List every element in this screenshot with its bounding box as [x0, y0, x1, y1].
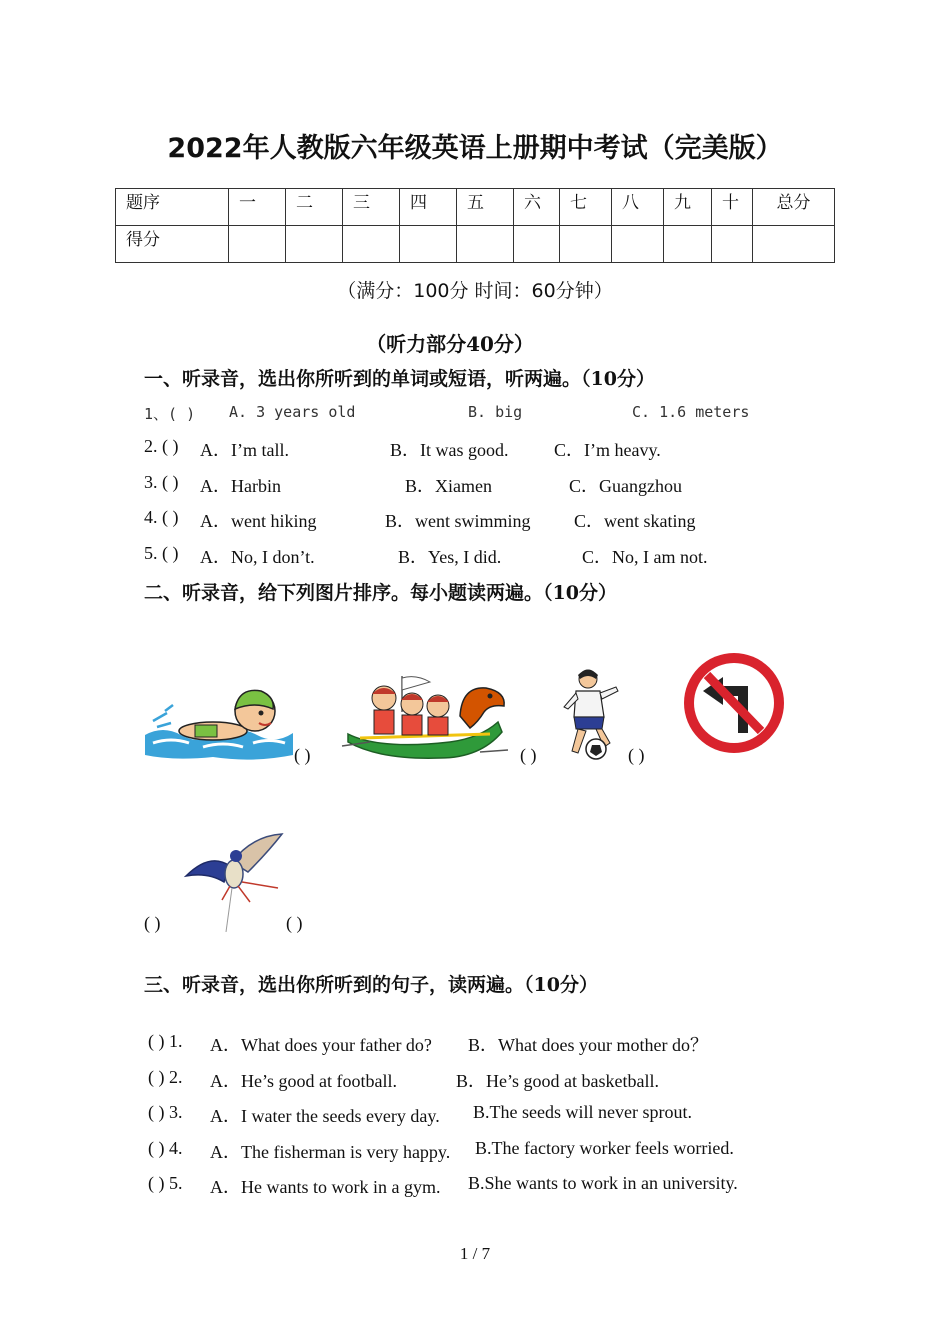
q1-number: 1、( ) [144, 405, 196, 423]
score-table [115, 188, 835, 263]
no-left-turn-sign-picture [681, 651, 787, 755]
q5-number: 5. ( ) [144, 543, 179, 563]
q3-option-a: A．Harbin [200, 476, 281, 496]
score-cell[interactable] [664, 226, 712, 263]
s3-q4-option-b: B.The factory worker feels worried. [475, 1138, 734, 1158]
score-cell[interactable] [560, 226, 612, 263]
header-cell: 四 [400, 189, 457, 226]
score-cell[interactable] [612, 226, 664, 263]
q2-option-c: C．I’m heavy. [554, 440, 661, 460]
score-table-row [116, 226, 835, 263]
q2-option-a: A．I’m tall. [200, 440, 289, 460]
section1-heading: 一、听录音，选出你所听到的单词或短语，听两遍。（10分） [144, 368, 655, 390]
header-cell: 二 [286, 189, 343, 226]
q3-option-c: C．Guangzhou [569, 476, 682, 496]
header-cell: 六 [514, 189, 560, 226]
swallow-kite-picture [182, 832, 284, 932]
score-cell[interactable] [286, 226, 343, 263]
header-cell: 八 [612, 189, 664, 226]
s3-q5-option-b: B.She wants to work in an university. [468, 1173, 738, 1193]
header-cell: 三 [343, 189, 400, 226]
row-label: 得分 [116, 226, 229, 263]
s3-q5-number: ( ) 5. [148, 1173, 183, 1193]
q2-option-b: B．It was good. [390, 440, 509, 460]
swimmer-picture [143, 683, 295, 763]
header-cell: 总分 [753, 189, 835, 226]
page-title: 2022年人教版六年级英语上册期中考试（完美版） [167, 133, 783, 164]
picture5-answer[interactable]: ( ) [286, 913, 303, 933]
picture4-answer[interactable]: ( ) [144, 913, 161, 933]
q5-option-c: C．No, I am not. [582, 547, 708, 567]
q2-number: 2. ( ) [144, 436, 179, 456]
q3-number: 3. ( ) [144, 472, 179, 492]
s3-q3-option-b: B.The seeds will never sprout. [473, 1102, 692, 1122]
q1-option-b: B. big [468, 403, 523, 421]
header-cell: 题序 [116, 189, 229, 226]
s3-q1-option-a: A．What does your father do? [210, 1035, 432, 1055]
header-cell: 七 [560, 189, 612, 226]
page-number: 1 / 7 [459, 1244, 491, 1263]
header-cell: 一 [229, 189, 286, 226]
picture1-answer[interactable]: ( ) [294, 745, 311, 765]
s3-q3-option-a: A．I water the seeds every day. [210, 1106, 440, 1126]
s3-q3-number: ( ) 3. [148, 1102, 183, 1122]
header-cell: 十 [712, 189, 753, 226]
listening-subtitle: （听力部分40分） [366, 332, 534, 356]
header-cell: 五 [457, 189, 514, 226]
score-cell[interactable] [712, 226, 753, 263]
s3-q2-option-a: A．He’s good at football. [210, 1071, 397, 1091]
q4-number: 4. ( ) [144, 507, 179, 527]
score-cell[interactable] [457, 226, 514, 263]
score-cell[interactable] [514, 226, 560, 263]
q4-option-c: C．went skating [574, 511, 696, 531]
section3-heading: 三、听录音，选出你所听到的句子，读两遍。（10分） [144, 974, 598, 996]
s3-q2-number: ( ) 2. [148, 1067, 183, 1087]
s3-q1-number: ( ) 1. [148, 1031, 183, 1051]
s3-q2-option-b: B．He’s good at basketball. [456, 1071, 659, 1091]
score-table-header [116, 189, 835, 226]
q1-option-c: C. 1.6 meters [632, 403, 750, 421]
exam-meta: （满分：100分 时间：60分钟） [337, 280, 613, 302]
q5-option-b: B．Yes, I did. [398, 547, 502, 567]
picture3-answer[interactable]: ( ) [628, 745, 645, 765]
s3-q4-option-a: A．The fisherman is very happy. [210, 1142, 451, 1162]
score-cell[interactable] [343, 226, 400, 263]
q1-option-a: A. 3 years old [229, 403, 356, 421]
s3-q1-option-b: B．What does your mother do？ [468, 1035, 708, 1055]
header-cell: 九 [664, 189, 712, 226]
q4-option-b: B．went swimming [385, 511, 531, 531]
q5-option-a: A．No, I don’t. [200, 547, 315, 567]
q3-option-b: B．Xiamen [405, 476, 492, 496]
q4-option-a: A．went hiking [200, 511, 317, 531]
s3-q4-number: ( ) 4. [148, 1138, 183, 1158]
dragon-boat-picture [340, 672, 510, 762]
score-cell[interactable] [229, 226, 286, 263]
score-cell[interactable] [753, 226, 835, 263]
picture2-answer[interactable]: ( ) [520, 745, 537, 765]
score-cell[interactable] [400, 226, 457, 263]
s3-q5-option-a: A．He wants to work in a gym. [210, 1177, 441, 1197]
section2-heading: 二、听录音，给下列图片排序。每小题读两遍。（10分） [144, 582, 617, 604]
soccer-player-picture [558, 667, 624, 763]
